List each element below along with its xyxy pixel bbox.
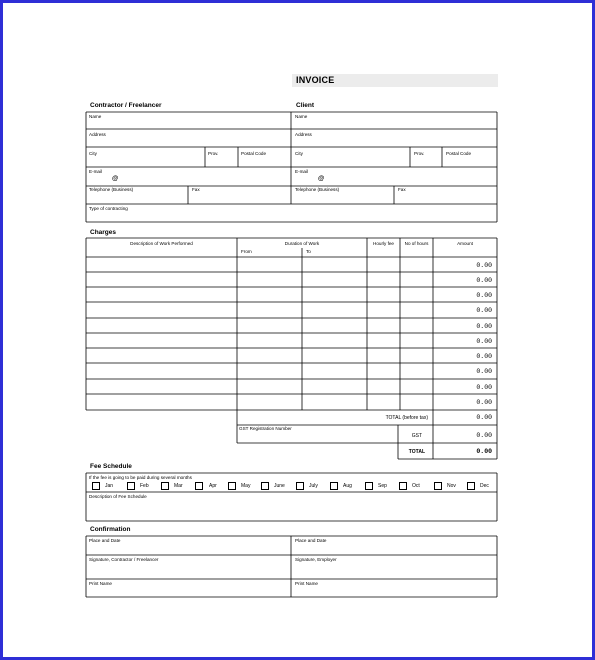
row-amount[interactable]: 0.00 bbox=[476, 323, 492, 330]
month-checkbox-sep[interactable] bbox=[365, 482, 373, 490]
client-postal-field[interactable]: Postal Code bbox=[446, 151, 472, 156]
client-name-field[interactable]: Name bbox=[295, 114, 308, 119]
fee-schedule-description-field[interactable]: Description of Fee Schedule bbox=[89, 494, 147, 499]
month-checkbox-dec[interactable] bbox=[467, 482, 475, 490]
client-prov-field[interactable]: Prov. bbox=[414, 151, 425, 156]
col-duration-header: Duration of Work bbox=[284, 241, 320, 246]
month-label: Feb bbox=[140, 483, 149, 489]
invoice-title: INVOICE bbox=[296, 75, 335, 85]
client-city-field[interactable]: City bbox=[295, 151, 303, 156]
charges-heading: Charges bbox=[90, 229, 117, 236]
month-label: Nov bbox=[447, 483, 456, 489]
contractor-address-field[interactable]: Address bbox=[89, 132, 106, 137]
print-name-left-field[interactable]: Print Name bbox=[89, 581, 112, 586]
month-label: July bbox=[309, 483, 318, 489]
month-checkbox-oct[interactable] bbox=[399, 482, 407, 490]
gst-registration-field[interactable]: GST Registration Number bbox=[239, 426, 292, 431]
month-checkbox-may[interactable] bbox=[228, 482, 236, 490]
row-amount[interactable]: 0.00 bbox=[476, 384, 492, 391]
month-label: Sep bbox=[378, 483, 387, 489]
client-address-field[interactable]: Address bbox=[295, 132, 312, 137]
month-label: May bbox=[241, 483, 251, 489]
contractor-fax-field[interactable]: Fax bbox=[192, 187, 200, 192]
col-to-header: To bbox=[306, 249, 311, 254]
contractor-city-field[interactable]: City bbox=[89, 151, 97, 156]
signature-contractor-field[interactable]: Signature, Contractor / Freelancer bbox=[89, 557, 159, 562]
client-heading: Client bbox=[296, 102, 315, 109]
month-checkbox-nov[interactable] bbox=[434, 482, 442, 490]
client-at-sign: @ bbox=[318, 175, 325, 182]
gst-label: GST bbox=[411, 433, 422, 439]
place-date-right-field[interactable]: Place and Date bbox=[295, 538, 327, 543]
signature-employer-field[interactable]: Signature, Employer bbox=[295, 557, 337, 562]
place-date-left-field[interactable]: Place and Date bbox=[89, 538, 121, 543]
client-email-field[interactable]: E-mail bbox=[295, 169, 309, 174]
print-name-right-field[interactable]: Print Name bbox=[295, 581, 318, 586]
contractor-telephone-field[interactable]: Telephone (Business) bbox=[89, 187, 134, 192]
month-checkbox-aug[interactable] bbox=[330, 482, 338, 490]
fee-schedule-heading: Fee Schedule bbox=[90, 463, 132, 470]
client-telephone-field[interactable]: Telephone (Business) bbox=[295, 187, 340, 192]
col-description-header: Description of Work Performed bbox=[130, 241, 193, 246]
col-hourly-header: Hourly fee bbox=[373, 241, 394, 246]
month-checkbox-june[interactable] bbox=[261, 482, 269, 490]
month-checkbox-jan[interactable] bbox=[92, 482, 100, 490]
month-label: Dec bbox=[480, 483, 489, 489]
client-fax-field[interactable]: Fax bbox=[398, 187, 406, 192]
col-amount-header: Amount bbox=[457, 241, 473, 246]
confirmation-heading: Confirmation bbox=[90, 526, 131, 533]
month-checkbox-apr[interactable] bbox=[195, 482, 203, 490]
month-label: Aug bbox=[343, 483, 352, 489]
row-amount[interactable]: 0.00 bbox=[476, 399, 492, 406]
row-amount[interactable]: 0.00 bbox=[476, 353, 492, 360]
row-amount[interactable]: 0.00 bbox=[476, 338, 492, 345]
fee-schedule-note: If the fee is going to be paid during several months bbox=[89, 475, 192, 480]
type-of-contracting-field[interactable]: Type of contracting bbox=[89, 206, 128, 211]
total-value: 0.00 bbox=[476, 448, 492, 455]
row-amount[interactable]: 0.00 bbox=[476, 277, 492, 284]
contractor-heading: Contractor / Freelancer bbox=[90, 102, 162, 109]
month-label: Apr bbox=[209, 483, 217, 489]
month-label: Jan bbox=[105, 483, 114, 489]
total-before-tax-label: TOTAL (before tax) bbox=[385, 415, 428, 421]
row-amount[interactable]: 0.00 bbox=[476, 307, 492, 314]
contractor-name-field[interactable]: Name bbox=[89, 114, 102, 119]
gst-value: 0.00 bbox=[476, 432, 492, 439]
month-checkbox-july[interactable] bbox=[296, 482, 304, 490]
total-label: TOTAL bbox=[408, 449, 425, 455]
month-label: Oct bbox=[412, 483, 420, 489]
contractor-postal-field[interactable]: Postal Code bbox=[241, 151, 267, 156]
month-label: Mar bbox=[174, 483, 183, 489]
row-amount[interactable]: 0.00 bbox=[476, 368, 492, 375]
col-hours-header: No of hours bbox=[404, 241, 429, 246]
contractor-email-field[interactable]: E-mail bbox=[89, 169, 103, 174]
month-label: June bbox=[274, 483, 285, 489]
month-checkbox-mar[interactable] bbox=[161, 482, 169, 490]
col-from-header: From bbox=[241, 249, 252, 254]
month-checkbox-feb[interactable] bbox=[127, 482, 135, 490]
contractor-at-sign: @ bbox=[112, 175, 119, 182]
row-amount[interactable]: 0.00 bbox=[476, 292, 492, 299]
row-amount[interactable]: 0.00 bbox=[476, 262, 492, 269]
contractor-prov-field[interactable]: Prov. bbox=[208, 151, 219, 156]
total-before-tax-value: 0.00 bbox=[476, 414, 492, 421]
